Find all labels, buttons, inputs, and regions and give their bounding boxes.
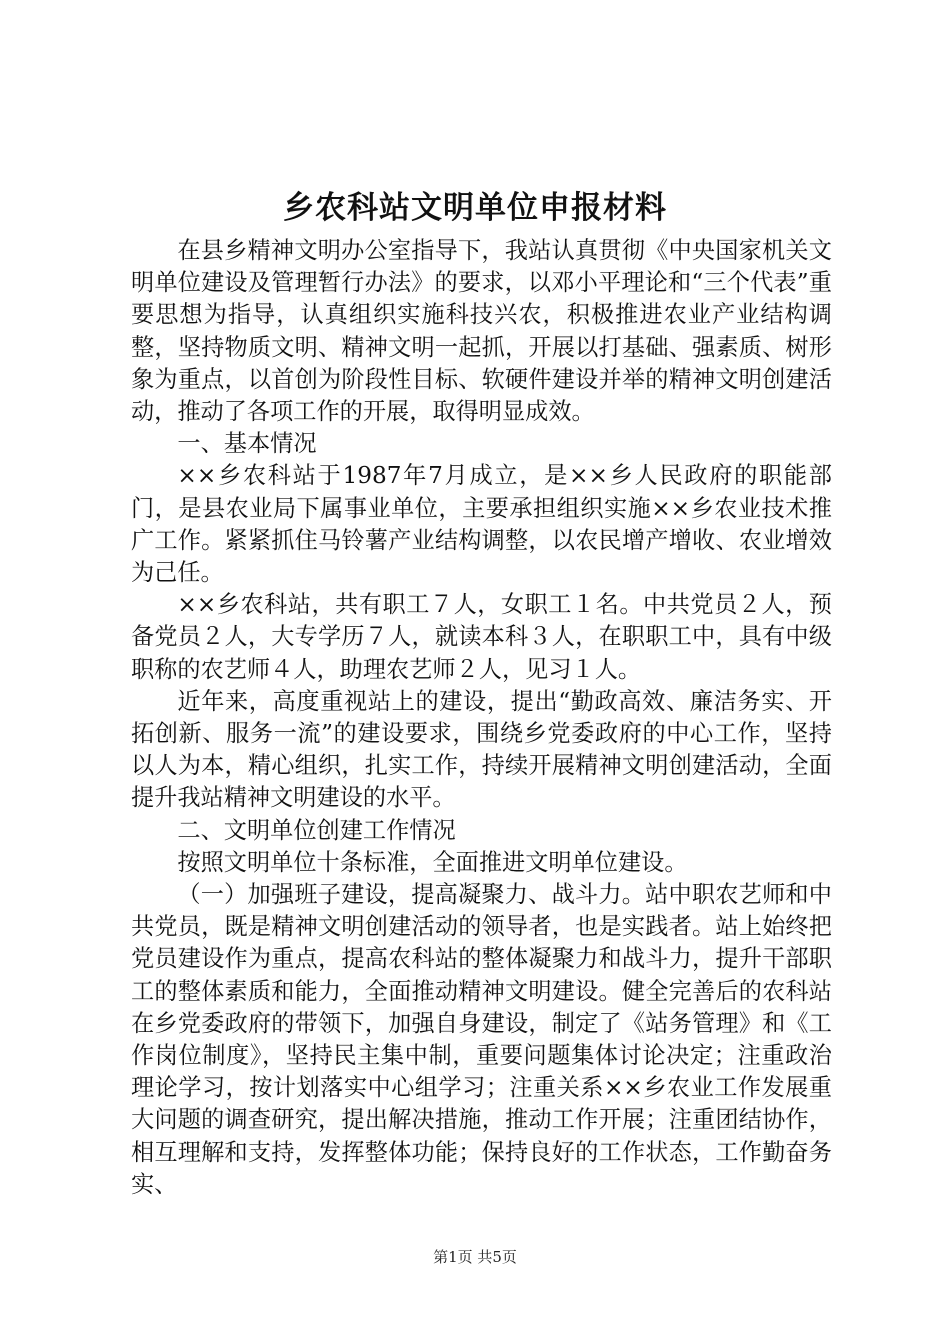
team-building-paragraph: [131, 879, 832, 1201]
document-body: [131, 235, 832, 1201]
section-heading-creation-work: 二、文明单位创建工作情况: [177, 816, 456, 844]
subsection-heading-team-building: （一）加强班子建设，提高凝聚力、战斗力。: [177, 881, 646, 909]
staff-paragraph: ××乡农科站，共有职工７人，女职工１名。中共党员２人，预备党员２人，大专学历７人，就读本科３人，在职职工中，具有中级职称的农艺师４人，助理农艺师２人，见习１人。: [131, 591, 832, 683]
page-footer: 第1页 共5页: [433, 1248, 517, 1266]
team-building-text: 站中职农艺师和中共党员，既是精神文明创建活动的领导者，也是实践者。站上始终把党员建设作为重点，提高农科站的整体凝聚力和战斗力，提升干部职工的整体素质和能力，全面推动精神文明建设。健全完善后的农科站在乡党委政府的带领下，加强自身建设，制定了《站务管理》和《工作岗位制度》，坚持民主集中制，重要问题集体讨论决定；注重政治理论学习，按计划落实中心组学习；注重关系××乡农业工作发展重大问题的调查研究，提出解决措施，推动工作开展；注重团结协作，相互理解和支持，发挥整体功能；保持良好的工作状态，工作勤奋务实、: [131, 881, 832, 1198]
document-title: 乡农科站文明单位申报材料: [283, 190, 667, 226]
standards-paragraph: 按照文明单位十条标准，全面推进文明单位建设。: [177, 848, 688, 876]
section-heading-basic-info: 一、基本情况: [177, 430, 317, 458]
recent-years-paragraph: 近年来，高度重视站上的建设，提出“勤政高效、廉洁务实、开拓创新、服务一流”的建设要求，围绕乡党委政府的中心工作，坚持以人为本，精心组织，扎实工作，持续开展精神文明创建活动，全面提升我站精神文明建设的水平。: [131, 687, 832, 812]
intro-paragraph: 在县乡精神文明办公室指导下，我站认真贯彻《中央国家机关文明单位建设及管理暂行办法》的要求，以邓小平理论和“三个代表”重要思想为指导，认真组织实施科技兴农，积极推进农业产业结构调整，坚持物质文明、精神文明一起抓，开展以打基础、强素质、树形象为重点，以首创为阶段性目标、软硬件建设并举的精神文明创建活动，推动了各项工作的开展，取得明显成效。: [131, 237, 832, 426]
basic-info-paragraph: ××乡农科站于1987年7月成立，是××乡人民政府的职能部门，是县农业局下属事业单位，主要承担组织实施××乡农业技术推广工作。紧紧抓住马铃薯产业结构调整，以农民增产增收、农业增效为己任。: [131, 462, 832, 587]
